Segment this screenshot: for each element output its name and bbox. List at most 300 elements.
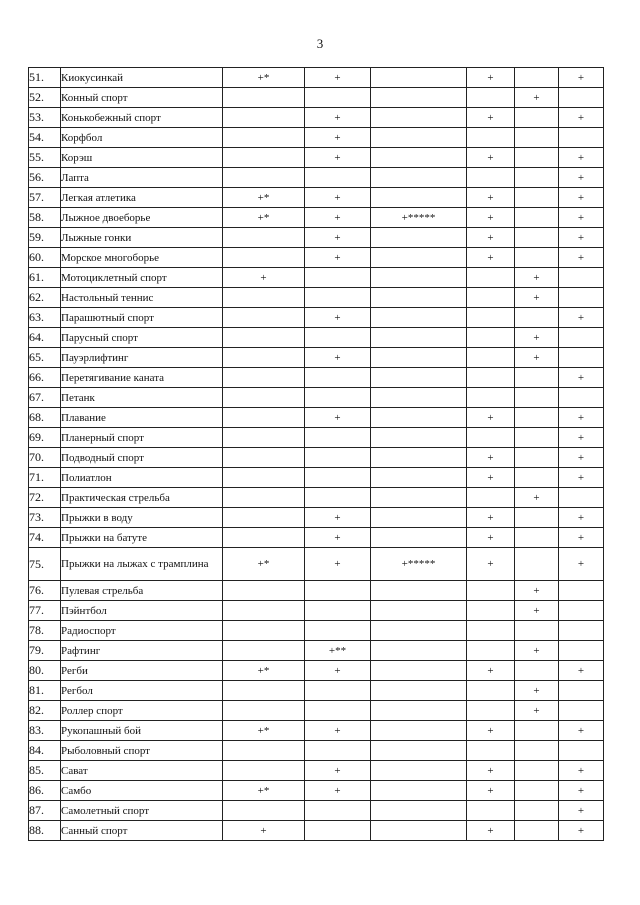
row-number: 65. <box>29 348 61 368</box>
row-number: 79. <box>29 641 61 661</box>
sport-name: Рукопашный бой <box>61 721 223 741</box>
sport-name: Корфбол <box>61 128 223 148</box>
mark-cell-col-6 <box>559 128 604 148</box>
sport-name: Парусный спорт <box>61 328 223 348</box>
mark-cell-col-6 <box>559 268 604 288</box>
row-number: 55. <box>29 148 61 168</box>
mark-cell-col-6: + <box>559 528 604 548</box>
mark-cell-col-6 <box>559 348 604 368</box>
mark-cell-col-1 <box>223 388 305 408</box>
mark-cell-col-4: + <box>467 548 515 581</box>
mark-cell-col-4 <box>467 488 515 508</box>
mark-cell-col-4: + <box>467 108 515 128</box>
mark-cell-col-2: + <box>305 528 371 548</box>
row-number: 61. <box>29 268 61 288</box>
mark-cell-col-1: +* <box>223 188 305 208</box>
mark-cell-col-4 <box>467 428 515 448</box>
mark-cell-col-2 <box>305 388 371 408</box>
table-row <box>29 328 604 348</box>
mark-cell-col-2 <box>305 821 371 841</box>
sport-name: Лыжные гонки <box>61 228 223 248</box>
mark-cell-col-4: + <box>467 188 515 208</box>
mark-cell-col-5 <box>515 448 559 468</box>
row-number: 88. <box>29 821 61 841</box>
mark-cell-col-6: + <box>559 428 604 448</box>
mark-cell-col-3 <box>371 428 467 448</box>
sport-name: Корэш <box>61 148 223 168</box>
mark-cell-col-2 <box>305 488 371 508</box>
mark-cell-col-5 <box>515 741 559 761</box>
row-number: 52. <box>29 88 61 108</box>
mark-cell-col-3 <box>371 148 467 168</box>
row-number: 66. <box>29 368 61 388</box>
table-row <box>29 681 604 701</box>
mark-cell-col-5 <box>515 548 559 581</box>
mark-cell-col-6: + <box>559 781 604 801</box>
mark-cell-col-3 <box>371 701 467 721</box>
sport-name: Самолетный спорт <box>61 801 223 821</box>
table-row <box>29 641 604 661</box>
table-row <box>29 88 604 108</box>
mark-cell-col-4: + <box>467 408 515 428</box>
mark-cell-col-3 <box>371 68 467 88</box>
mark-cell-col-1: +* <box>223 661 305 681</box>
row-number: 86. <box>29 781 61 801</box>
mark-cell-col-6: + <box>559 228 604 248</box>
mark-cell-col-6 <box>559 328 604 348</box>
mark-cell-col-5 <box>515 528 559 548</box>
mark-cell-col-2: + <box>305 248 371 268</box>
mark-cell-col-1: +* <box>223 781 305 801</box>
mark-cell-col-3 <box>371 248 467 268</box>
mark-cell-col-4: + <box>467 821 515 841</box>
table-row <box>29 508 604 528</box>
mark-cell-col-5 <box>515 721 559 741</box>
mark-cell-col-2: +** <box>305 641 371 661</box>
row-number: 76. <box>29 581 61 601</box>
sport-name: Подводный спорт <box>61 448 223 468</box>
mark-cell-col-4: + <box>467 661 515 681</box>
mark-cell-col-5: + <box>515 681 559 701</box>
row-number: 75. <box>29 548 61 581</box>
table-row <box>29 801 604 821</box>
sport-name: Планерный спорт <box>61 428 223 448</box>
mark-cell-col-6: + <box>559 661 604 681</box>
mark-cell-col-5: + <box>515 88 559 108</box>
mark-cell-col-5 <box>515 248 559 268</box>
mark-cell-col-4 <box>467 168 515 188</box>
row-number: 87. <box>29 801 61 821</box>
mark-cell-col-4 <box>467 268 515 288</box>
mark-cell-col-5 <box>515 128 559 148</box>
sport-name: Пауэрлифтинг <box>61 348 223 368</box>
mark-cell-col-4: + <box>467 761 515 781</box>
mark-cell-col-6: + <box>559 108 604 128</box>
mark-cell-col-4: + <box>467 148 515 168</box>
mark-cell-col-4 <box>467 348 515 368</box>
row-number: 58. <box>29 208 61 228</box>
mark-cell-col-4 <box>467 308 515 328</box>
table-row <box>29 268 604 288</box>
mark-cell-col-5 <box>515 168 559 188</box>
row-number: 69. <box>29 428 61 448</box>
sport-name: Радиоспорт <box>61 621 223 641</box>
mark-cell-col-1 <box>223 581 305 601</box>
sport-name: Лыжное двоеборье <box>61 208 223 228</box>
mark-cell-col-5: + <box>515 581 559 601</box>
sport-name: Конный спорт <box>61 88 223 108</box>
mark-cell-col-5: + <box>515 701 559 721</box>
mark-cell-col-6 <box>559 601 604 621</box>
mark-cell-col-3 <box>371 408 467 428</box>
mark-cell-col-3 <box>371 128 467 148</box>
table-row <box>29 621 604 641</box>
mark-cell-col-6 <box>559 288 604 308</box>
sports-table <box>28 67 604 841</box>
mark-cell-col-4 <box>467 701 515 721</box>
mark-cell-col-6: + <box>559 248 604 268</box>
mark-cell-col-2: + <box>305 761 371 781</box>
row-number: 84. <box>29 741 61 761</box>
mark-cell-col-6: + <box>559 408 604 428</box>
mark-cell-col-4 <box>467 601 515 621</box>
mark-cell-col-1 <box>223 168 305 188</box>
mark-cell-col-6 <box>559 701 604 721</box>
page-number: 3 <box>316 36 324 51</box>
table-row <box>29 168 604 188</box>
mark-cell-col-2 <box>305 368 371 388</box>
mark-cell-col-2: + <box>305 188 371 208</box>
table-row <box>29 368 604 388</box>
mark-cell-col-6 <box>559 641 604 661</box>
mark-cell-col-6 <box>559 488 604 508</box>
mark-cell-col-6: + <box>559 761 604 781</box>
mark-cell-col-6 <box>559 621 604 641</box>
row-number: 74. <box>29 528 61 548</box>
mark-cell-col-3 <box>371 88 467 108</box>
sport-name: Рафтинг <box>61 641 223 661</box>
sport-name: Пэйнтбол <box>61 601 223 621</box>
mark-cell-col-3 <box>371 308 467 328</box>
sport-name: Парашютный спорт <box>61 308 223 328</box>
mark-cell-col-4 <box>467 641 515 661</box>
mark-cell-col-6: + <box>559 208 604 228</box>
mark-cell-col-4 <box>467 741 515 761</box>
mark-cell-col-6 <box>559 681 604 701</box>
mark-cell-col-1 <box>223 448 305 468</box>
mark-cell-col-5 <box>515 821 559 841</box>
mark-cell-col-5 <box>515 368 559 388</box>
table-row <box>29 488 604 508</box>
mark-cell-col-4 <box>467 621 515 641</box>
mark-cell-col-2 <box>305 448 371 468</box>
mark-cell-col-3 <box>371 108 467 128</box>
table-row <box>29 661 604 681</box>
table-row <box>29 528 604 548</box>
mark-cell-col-4: + <box>467 448 515 468</box>
mark-cell-col-3 <box>371 488 467 508</box>
mark-cell-col-5: + <box>515 268 559 288</box>
mark-cell-col-2: + <box>305 661 371 681</box>
mark-cell-col-2 <box>305 601 371 621</box>
mark-cell-col-1 <box>223 228 305 248</box>
sport-name: Санный спорт <box>61 821 223 841</box>
row-number: 64. <box>29 328 61 348</box>
mark-cell-col-2 <box>305 88 371 108</box>
table-row <box>29 108 604 128</box>
table-row <box>29 148 604 168</box>
mark-cell-col-2 <box>305 741 371 761</box>
table-row <box>29 68 604 88</box>
mark-cell-col-1 <box>223 88 305 108</box>
mark-cell-col-3 <box>371 508 467 528</box>
mark-cell-col-6: + <box>559 548 604 581</box>
mark-cell-col-2 <box>305 168 371 188</box>
mark-cell-col-4: + <box>467 528 515 548</box>
mark-cell-col-1 <box>223 108 305 128</box>
mark-cell-col-1: +* <box>223 548 305 581</box>
mark-cell-col-1 <box>223 701 305 721</box>
sport-name: Прыжки на лыжах с трамплина <box>61 548 223 581</box>
row-number: 85. <box>29 761 61 781</box>
mark-cell-col-1: + <box>223 821 305 841</box>
mark-cell-col-1 <box>223 428 305 448</box>
mark-cell-col-1 <box>223 508 305 528</box>
mark-cell-col-5 <box>515 68 559 88</box>
sport-name: Роллер спорт <box>61 701 223 721</box>
mark-cell-col-4: + <box>467 248 515 268</box>
row-number: 51. <box>29 68 61 88</box>
mark-cell-col-5 <box>515 661 559 681</box>
table-row <box>29 721 604 741</box>
table-row <box>29 128 604 148</box>
sport-name: Сават <box>61 761 223 781</box>
mark-cell-col-4 <box>467 388 515 408</box>
table-row <box>29 408 604 428</box>
mark-cell-col-2: + <box>305 308 371 328</box>
row-number: 83. <box>29 721 61 741</box>
table-row <box>29 388 604 408</box>
table-row <box>29 821 604 841</box>
row-number: 78. <box>29 621 61 641</box>
row-number: 80. <box>29 661 61 681</box>
sport-name: Самбо <box>61 781 223 801</box>
table-row <box>29 601 604 621</box>
mark-cell-col-3 <box>371 168 467 188</box>
sport-name: Прыжки в воду <box>61 508 223 528</box>
mark-cell-col-5 <box>515 408 559 428</box>
row-number: 73. <box>29 508 61 528</box>
mark-cell-col-1 <box>223 288 305 308</box>
table-row <box>29 548 604 581</box>
row-number: 82. <box>29 701 61 721</box>
row-number: 71. <box>29 468 61 488</box>
mark-cell-col-6 <box>559 388 604 408</box>
row-number: 77. <box>29 601 61 621</box>
mark-cell-col-1: + <box>223 268 305 288</box>
mark-cell-col-1 <box>223 468 305 488</box>
table-row <box>29 248 604 268</box>
row-number: 70. <box>29 448 61 468</box>
mark-cell-col-1 <box>223 148 305 168</box>
mark-cell-col-5: + <box>515 348 559 368</box>
mark-cell-col-2 <box>305 268 371 288</box>
mark-cell-col-1 <box>223 408 305 428</box>
sport-name: Петанк <box>61 388 223 408</box>
mark-cell-col-3 <box>371 388 467 408</box>
mark-cell-col-2 <box>305 428 371 448</box>
mark-cell-col-5 <box>515 308 559 328</box>
mark-cell-col-4 <box>467 581 515 601</box>
mark-cell-col-2: + <box>305 108 371 128</box>
sport-name: Практическая стрельба <box>61 488 223 508</box>
mark-cell-col-3 <box>371 468 467 488</box>
mark-cell-col-2: + <box>305 68 371 88</box>
mark-cell-col-3 <box>371 761 467 781</box>
sport-name: Лапта <box>61 168 223 188</box>
mark-cell-col-1 <box>223 801 305 821</box>
mark-cell-col-4 <box>467 88 515 108</box>
mark-cell-col-2 <box>305 801 371 821</box>
mark-cell-col-5 <box>515 508 559 528</box>
mark-cell-col-4 <box>467 288 515 308</box>
table-row <box>29 741 604 761</box>
row-number: 63. <box>29 308 61 328</box>
mark-cell-col-4 <box>467 368 515 388</box>
mark-cell-col-6: + <box>559 368 604 388</box>
mark-cell-col-5 <box>515 388 559 408</box>
row-number: 57. <box>29 188 61 208</box>
mark-cell-col-6: + <box>559 148 604 168</box>
mark-cell-col-1 <box>223 348 305 368</box>
sport-name: Рыболовный спорт <box>61 741 223 761</box>
mark-cell-col-3 <box>371 348 467 368</box>
mark-cell-col-1 <box>223 681 305 701</box>
mark-cell-col-6: + <box>559 448 604 468</box>
sport-name: Плавание <box>61 408 223 428</box>
mark-cell-col-2: + <box>305 228 371 248</box>
row-number: 59. <box>29 228 61 248</box>
mark-cell-col-2 <box>305 468 371 488</box>
table-row <box>29 761 604 781</box>
mark-cell-col-5: + <box>515 488 559 508</box>
mark-cell-col-1 <box>223 741 305 761</box>
mark-cell-col-4 <box>467 128 515 148</box>
mark-cell-col-5 <box>515 188 559 208</box>
table-row <box>29 308 604 328</box>
mark-cell-col-4: + <box>467 468 515 488</box>
mark-cell-col-3 <box>371 741 467 761</box>
mark-cell-col-6 <box>559 88 604 108</box>
mark-cell-col-5 <box>515 781 559 801</box>
mark-cell-col-6 <box>559 741 604 761</box>
mark-cell-col-5: + <box>515 328 559 348</box>
mark-cell-col-1 <box>223 128 305 148</box>
mark-cell-col-4 <box>467 681 515 701</box>
mark-cell-col-3 <box>371 781 467 801</box>
mark-cell-col-3 <box>371 821 467 841</box>
table-row <box>29 428 604 448</box>
mark-cell-col-2 <box>305 681 371 701</box>
mark-cell-col-2: + <box>305 408 371 428</box>
row-number: 72. <box>29 488 61 508</box>
mark-cell-col-2: + <box>305 508 371 528</box>
sport-name: Морское многоборье <box>61 248 223 268</box>
mark-cell-col-3 <box>371 368 467 388</box>
mark-cell-col-3 <box>371 721 467 741</box>
sport-name: Регби <box>61 661 223 681</box>
mark-cell-col-5: + <box>515 601 559 621</box>
mark-cell-col-1 <box>223 488 305 508</box>
mark-cell-col-1: +* <box>223 721 305 741</box>
mark-cell-col-4 <box>467 801 515 821</box>
mark-cell-col-3 <box>371 641 467 661</box>
mark-cell-col-4: + <box>467 68 515 88</box>
mark-cell-col-2 <box>305 328 371 348</box>
mark-cell-col-4 <box>467 328 515 348</box>
mark-cell-col-6 <box>559 581 604 601</box>
table-row <box>29 448 604 468</box>
row-number: 68. <box>29 408 61 428</box>
mark-cell-col-5 <box>515 468 559 488</box>
mark-cell-col-1: +* <box>223 68 305 88</box>
sport-name: Киокусинкай <box>61 68 223 88</box>
mark-cell-col-5: + <box>515 641 559 661</box>
mark-cell-col-3 <box>371 228 467 248</box>
mark-cell-col-6: + <box>559 168 604 188</box>
mark-cell-col-1 <box>223 528 305 548</box>
table-row <box>29 701 604 721</box>
mark-cell-col-1: +* <box>223 208 305 228</box>
mark-cell-col-2: + <box>305 548 371 581</box>
mark-cell-col-5 <box>515 428 559 448</box>
table-row <box>29 228 604 248</box>
mark-cell-col-1 <box>223 368 305 388</box>
mark-cell-col-5 <box>515 208 559 228</box>
mark-cell-col-5 <box>515 621 559 641</box>
mark-cell-col-3 <box>371 188 467 208</box>
sport-name: Перетягивание каната <box>61 368 223 388</box>
mark-cell-col-5 <box>515 761 559 781</box>
row-number: 60. <box>29 248 61 268</box>
mark-cell-col-6: + <box>559 308 604 328</box>
mark-cell-col-1 <box>223 761 305 781</box>
mark-cell-col-1 <box>223 308 305 328</box>
mark-cell-col-6: + <box>559 68 604 88</box>
mark-cell-col-3 <box>371 288 467 308</box>
mark-cell-col-6: + <box>559 721 604 741</box>
mark-cell-col-4: + <box>467 508 515 528</box>
mark-cell-col-4: + <box>467 721 515 741</box>
mark-cell-col-3 <box>371 801 467 821</box>
table-body <box>29 68 604 841</box>
mark-cell-col-6: + <box>559 468 604 488</box>
mark-cell-col-3 <box>371 268 467 288</box>
mark-cell-col-2 <box>305 288 371 308</box>
mark-cell-col-3 <box>371 621 467 641</box>
row-number: 54. <box>29 128 61 148</box>
mark-cell-col-3 <box>371 528 467 548</box>
mark-cell-col-2: + <box>305 148 371 168</box>
mark-cell-col-1 <box>223 641 305 661</box>
sport-name: Пулевая стрельба <box>61 581 223 601</box>
mark-cell-col-1 <box>223 248 305 268</box>
mark-cell-col-2: + <box>305 348 371 368</box>
mark-cell-col-3 <box>371 681 467 701</box>
table-row <box>29 188 604 208</box>
table-row <box>29 288 604 308</box>
mark-cell-col-1 <box>223 328 305 348</box>
